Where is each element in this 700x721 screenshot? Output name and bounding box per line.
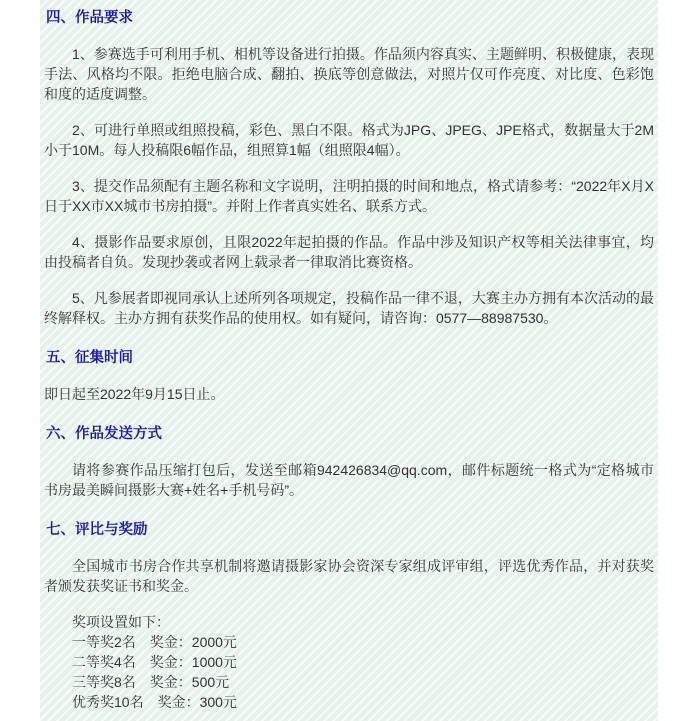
section-seven — [44, 520, 654, 712]
section-heading-six: 六、作品发送方式 — [46, 426, 162, 442]
prize-line: 三等奖8名 奖金：500元 — [72, 674, 230, 690]
prize-line: 一等奖2名 奖金：2000元 — [72, 634, 237, 650]
paragraph: 1、参赛选手可利用手机、相机等设备进行拍摄。作品须内容真实、主题鲜明、积极健康，表现手法、风格均不限。拒绝电脑合成、翻拍、换底等创意做法，对照片仅可作亮度、对比度、色彩饱和度的适度调整。 — [44, 46, 654, 102]
paragraph: 4、摄影作品要求原创，且限2022年起拍摄的作品。作品中涉及知识产权等相关法律事宜，均由投稿者自负。发现抄袭或者网上载录者一律取消比赛资格。 — [44, 234, 654, 270]
paragraph: 全国城市书房合作共享机制将邀请摄影家协会资深专家组成评审组，评选优秀作品，并对获奖者颁发获奖证书和奖金。 — [44, 558, 654, 594]
section-four — [44, 8, 654, 328]
prize-list-title: 奖项设置如下： — [72, 614, 170, 630]
paragraph: 5、凡参展者即视同承认上述所列各项规定，投稿作品一律不退，大赛主办方拥有本次活动的最终解释权。主办方拥有获奖作品的使用权。如有疑问，请咨询：0577—88987530。 — [44, 290, 654, 326]
section-heading-four: 四、作品要求 — [46, 10, 133, 26]
paragraph: 请将参赛作品压缩打包后，发送至邮箱942426834@qq.com，邮件标题统一格式为“定格城市书房最美瞬间摄影大赛+姓名+手机号码”。 — [44, 462, 654, 498]
section-heading-five: 五、征集时间 — [46, 350, 133, 366]
paragraph: 3、提交作品须配有主题名称和文字说明，注明拍摄的时间和地点，格式请参考：“2022年X月X日于XX市XX城市书房拍摄”。并附上作者真实姓名、联系方式。 — [44, 178, 654, 214]
section-heading-seven: 七、评比与奖励 — [46, 522, 148, 538]
prize-line: 二等奖4名 奖金：1000元 — [72, 654, 237, 670]
section-six — [44, 424, 654, 500]
paragraph: 2、可进行单照或组照投稿，彩色、黑白不限。格式为JPG、JPEG、JPE格式，数据量大于2M小于10M。每人投稿限6幅作品，组照算1幅（组照限4幅）。 — [44, 122, 654, 158]
announcement-body — [40, 0, 658, 721]
prize-line: 优秀奖10名 奖金：300元 — [72, 694, 237, 710]
prize-list — [44, 612, 654, 712]
section-five — [44, 348, 654, 404]
paragraph: 即日起至2022年9月15日止。 — [44, 386, 225, 402]
